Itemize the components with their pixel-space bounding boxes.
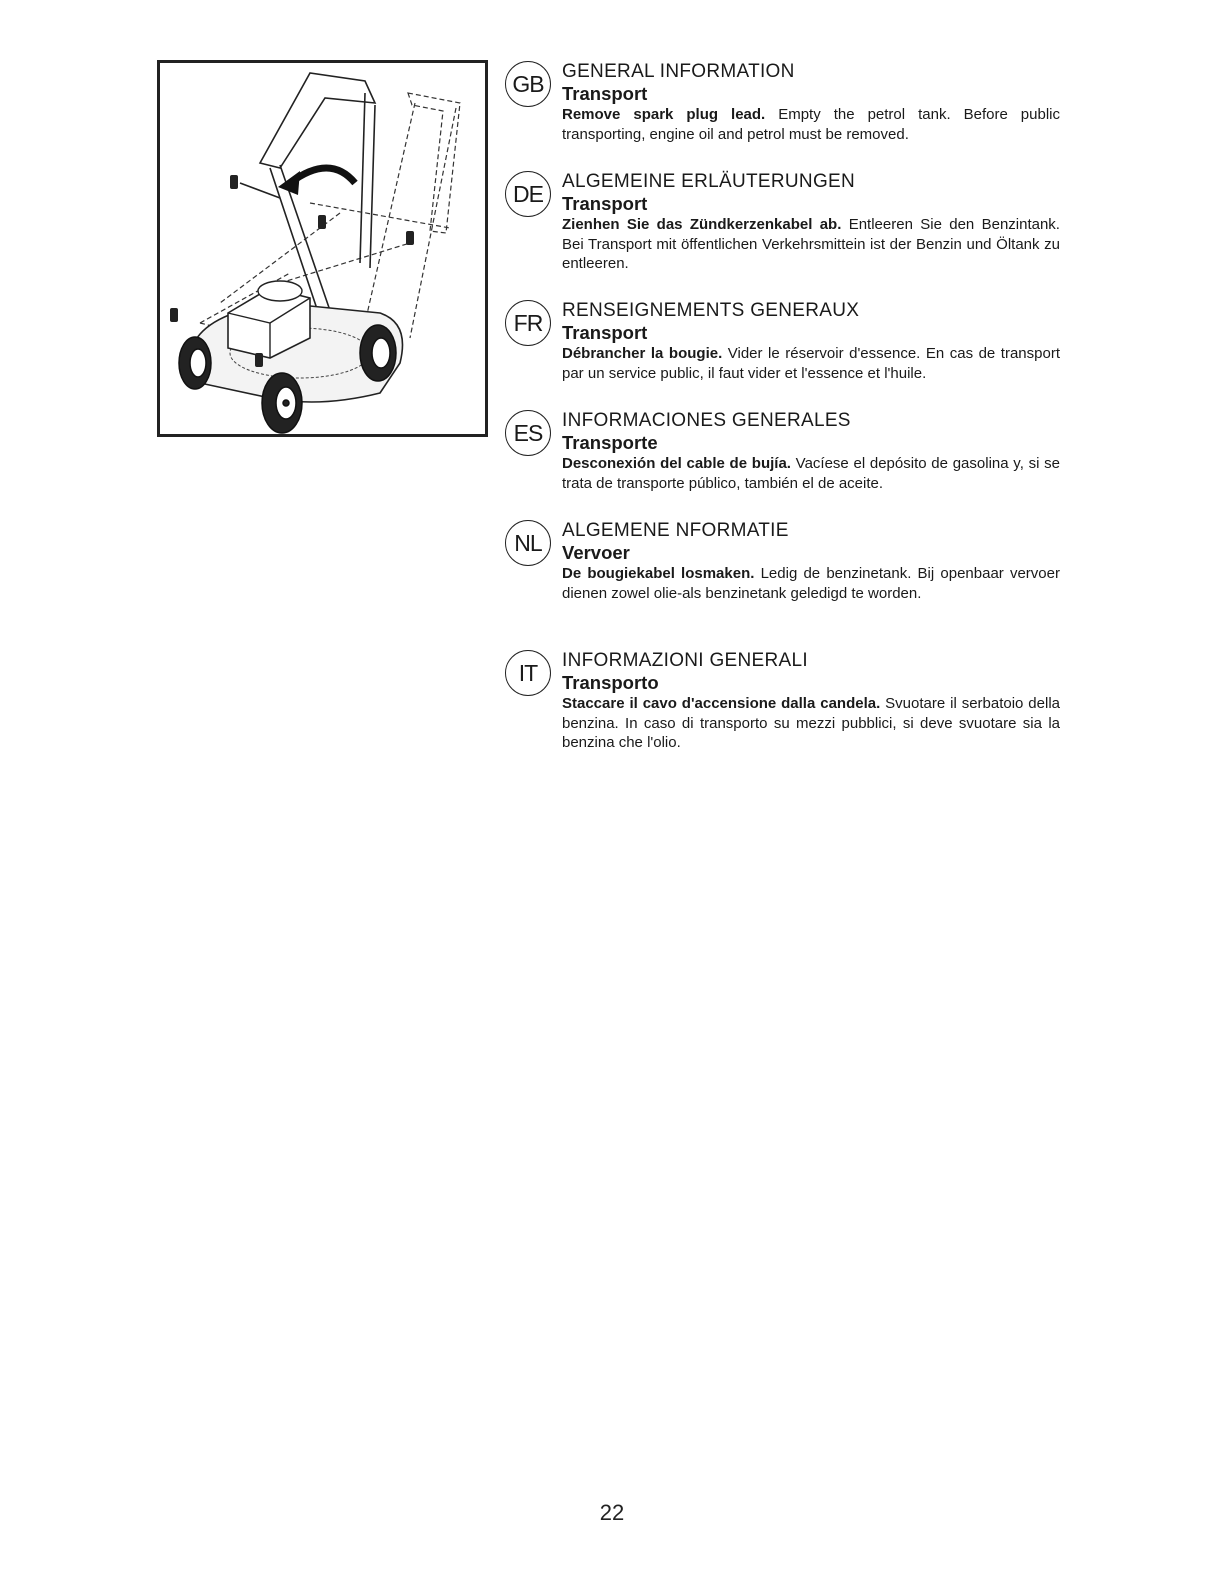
section-text: Vacíese el depósito de gasolina y, si se trata de transporte público, también el de aceite. [562, 455, 1060, 492]
section-heading: ALGEMENE NFORMATIE [562, 520, 789, 541]
section-text: Entleeren Sie den Benzintank. Bei Transport mit öffentlichen Verkehrsmittein ist der Benzin und Öltank zu entleeren. [562, 216, 1060, 272]
section-subheading: Transport [562, 193, 648, 214]
section-subheading: Transporto [562, 672, 659, 693]
section-text: Vider le réservoir d'essence. En cas de transport par un service public, il faut vider et l'essence et l'huile. [562, 345, 1060, 382]
section-subheading: Transporte [562, 432, 658, 453]
page-number: 22 [599, 1500, 625, 1525]
section-lead: Zienhen Sie das Zündkerzenkabel ab. [562, 216, 842, 233]
section-fr [505, 300, 1060, 383]
section-text: Ledig de benzinetank. Bij openbaar vervoer dienen zowel olie-als benzinetank geledigd te worden. [562, 565, 1060, 602]
section-body [562, 344, 1060, 383]
section-heading: INFORMACIONES GENERALES [562, 410, 851, 431]
section-text: Empty the petrol tank. Before public transporting, engine oil and petrol must be removed. [562, 106, 1060, 143]
section-body [562, 694, 1060, 753]
language-badge-fr: FR [505, 300, 551, 346]
section-lead: Desconexión del cable de bujía. [562, 455, 791, 472]
language-badge-gb: GB [505, 61, 551, 107]
section-heading: INFORMAZIONI GENERALI [562, 650, 808, 671]
section-text: Svuotare il serbatoio della benzina. In caso di transporto su mezzi pubblici, si deve svuotare sia la benzina che l'olio. [562, 695, 1060, 751]
section-body [562, 105, 1060, 144]
language-badge-it: IT [505, 650, 551, 696]
section-heading: RENSEIGNEMENTS GENERAUX [562, 300, 860, 321]
lawnmower-illustration [160, 63, 485, 434]
section-lead: De bougiekabel losmaken. [562, 565, 755, 582]
lawnmower-figure [157, 60, 488, 437]
section-it [505, 650, 1060, 753]
language-badge-es: ES [505, 410, 551, 456]
section-de [505, 171, 1060, 274]
section-es [505, 410, 1060, 493]
section-body [562, 215, 1060, 274]
section-body [562, 454, 1060, 493]
section-heading: ALGEMEINE ERLÄUTERUNGEN [562, 171, 856, 192]
section-lead: Remove spark plug lead. [562, 106, 766, 123]
section-gb [505, 61, 1060, 144]
section-subheading: Transport [562, 322, 648, 343]
section-heading: GENERAL INFORMATION [562, 61, 795, 82]
language-badge-nl: NL [505, 520, 551, 566]
section-body [562, 564, 1060, 603]
section-nl [505, 520, 1060, 603]
section-lead: Débrancher la bougie. [562, 345, 723, 362]
language-badge-de: DE [505, 171, 551, 217]
section-lead: Staccare il cavo d'accensione dalla candela. [562, 695, 881, 712]
section-subheading: Transport [562, 83, 648, 104]
section-subheading: Vervoer [562, 542, 630, 563]
